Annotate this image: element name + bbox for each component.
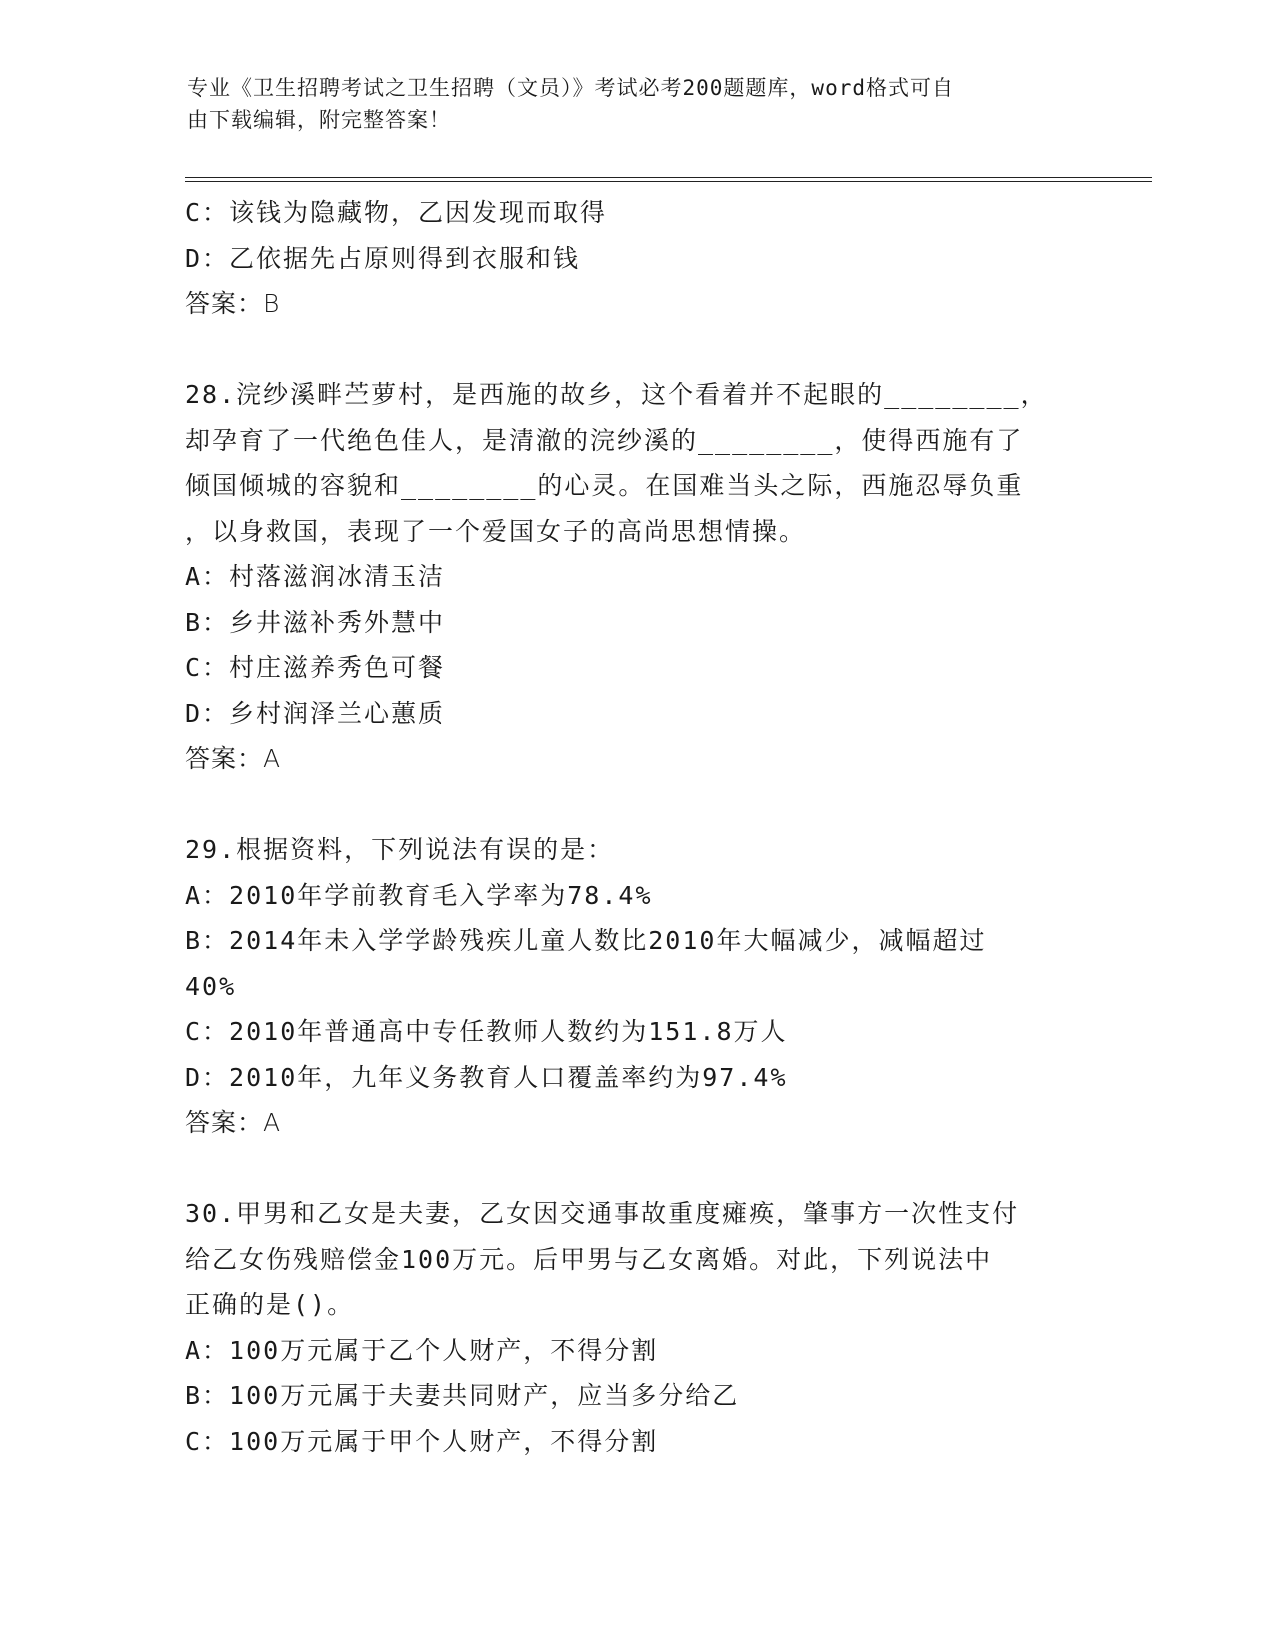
option-b-line-2: 40%	[185, 971, 237, 1001]
question-29	[185, 827, 1085, 1146]
option-b: B：100万元属于夫妻共同财产，应当多分给乙	[185, 1381, 740, 1410]
answer-line: 答案：A	[185, 744, 282, 773]
question-stem-line-1: 29.根据资料，下列说法有误的是：	[185, 835, 615, 864]
option-d: D：乡村润泽兰心蕙质	[185, 698, 446, 728]
option-b: B：乡井滋补秀外慧中	[185, 607, 446, 637]
question-stem-line-3: 正确的是()。	[185, 1290, 355, 1319]
option-c: C：2010年普通高中专任教师人数约为151.8万人	[185, 1017, 788, 1046]
question-stem-line-1: 30.甲男和乙女是夫妻，乙女因交通事故重度瘫痪，肇事方一次性支付	[185, 1199, 1020, 1228]
header-divider-thin	[185, 177, 1152, 178]
answer-line: 答案：A	[185, 1108, 282, 1137]
question-stem-line-1: 28.浣纱溪畔苎萝村，是西施的故乡，这个看着并不起眼的________，	[185, 380, 1048, 409]
question-stem-line-2: 给乙女伤残赔偿金100万元。后甲男与乙女离婚。对此，下列说法中	[185, 1244, 993, 1274]
header-divider-thick	[185, 181, 1152, 182]
document-header	[187, 72, 1067, 136]
option-a: A：100万元属于乙个人财产，不得分割	[185, 1335, 659, 1365]
option-a: A：2010年学前教育毛入学率为78.4%	[185, 880, 653, 910]
header-title-line-1: 专业《卫生招聘考试之卫生招聘（文员）》考试必考200题题库，word格式可自	[187, 76, 954, 100]
question-stem-line-2: 却孕育了一代绝色佳人，是清澈的浣纱溪的________，使得西施有了	[185, 425, 1024, 455]
question-stem-line-4: ，以身救国，表现了一个爱国女子的高尚思想情操。	[185, 516, 807, 546]
document-body	[185, 190, 1085, 1464]
question-28	[185, 372, 1085, 782]
spacer	[185, 327, 1085, 373]
option-d: D：乙依据先占原则得到衣服和钱	[185, 243, 581, 273]
option-c: C：村庄滋养秀色可餐	[185, 653, 446, 682]
question-30	[185, 1191, 1085, 1464]
spacer	[185, 782, 1085, 828]
answer-line: 答案：B	[185, 289, 281, 318]
option-c: C：该钱为隐藏物，乙因发现而取得	[185, 198, 608, 227]
option-d: D：2010年，九年义务教育人口覆盖率约为97.4%	[185, 1062, 788, 1092]
header-title-line-2: 由下载编辑，附完整答案！	[187, 108, 451, 132]
option-b-line-1: B：2014年未入学学龄残疾儿童人数比2010年大幅减少，减幅超过	[185, 926, 987, 955]
option-c: C：100万元属于甲个人财产，不得分割	[185, 1426, 659, 1456]
spacer	[185, 1146, 1085, 1192]
option-a: A：村落滋润冰清玉洁	[185, 562, 446, 591]
question-stem-line-3: 倾国倾城的容貌和________的心灵。在国难当头之际，西施忍辱负重	[185, 471, 1024, 500]
previous-question-tail	[185, 190, 1085, 327]
